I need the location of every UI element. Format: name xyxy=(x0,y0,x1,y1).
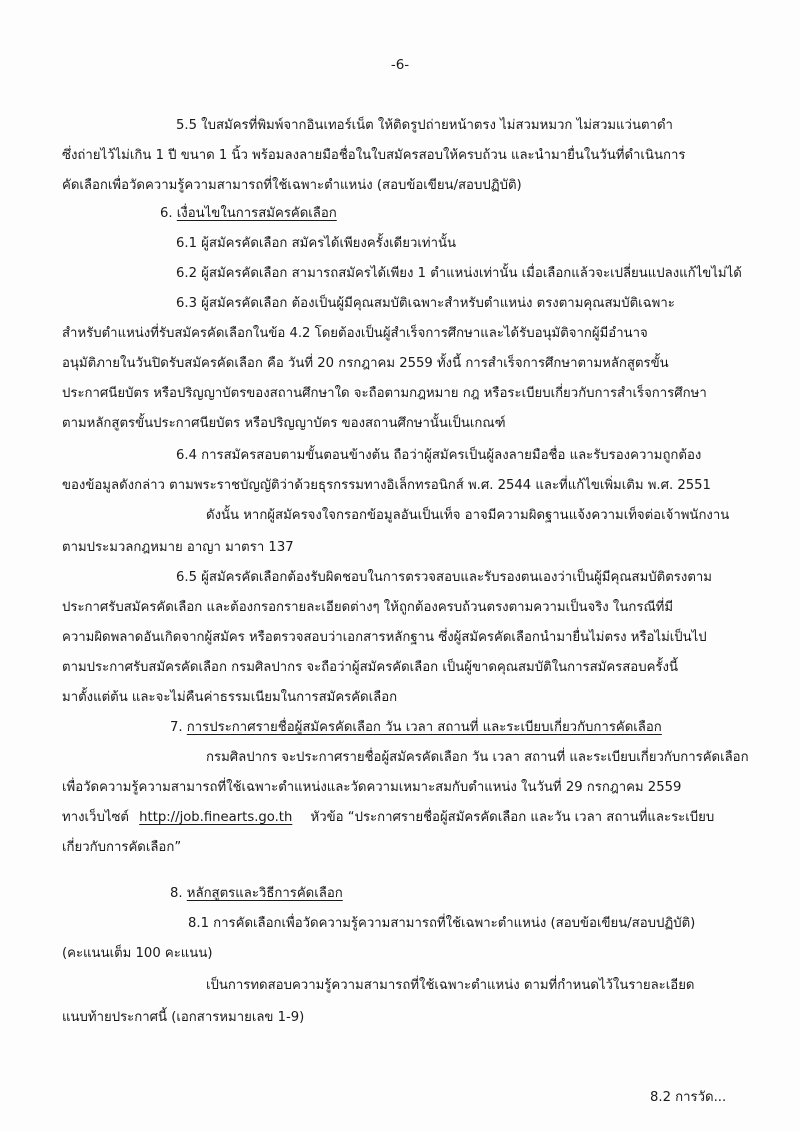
section-6-title: เงื่อนไขในการสมัครคัดเลือก xyxy=(176,206,337,221)
section-5-5-line-1: 5.5 ใบสมัครที่พิมพ์จากอินเทอร์เน็ต ให้ติดรูปถ่ายหน้าตรง ไม่สวมหมวก ไม่สวมแว่นตาดำ xyxy=(176,118,673,133)
section-7-number: 7. xyxy=(170,720,183,735)
section-5-5-line-2: ซึ่งถ่ายไว้ไม่เกิน 1 ปี ขนาด 1 นิ้ว พร้อมลงลายมือชื่อในใบสมัครสอบให้ครบถ้วน และนำมายื่นในวันที่ดำเนินการ xyxy=(62,148,686,163)
item-6-3-line-5: ตามหลักสูตรขั้นประกาศนียบัตร หรือปริญญาบัตร ของสถานศึกษานั้นเป็นเกณฑ์ xyxy=(62,416,506,431)
item-6-3-line-4: ประกาศนียบัตร หรือปริญญาบัตรของสถานศึกษาใด จะถือตามกฎหมาย กฎ หรือระเบียบเกี่ยวกับการสำเร็จการศึกษา xyxy=(62,386,707,401)
item-6-5-line-3: ความผิดพลาดอันเกิดจากผู้สมัคร หรือตรวจสอบว่าเอกสารหลักฐาน ซึ่งผู้สมัครคัดเลือกนำมายื่นไม่ตรง หรือไม่เป็นไป xyxy=(62,630,707,645)
website-link[interactable]: http://job.finearts.go.th xyxy=(139,810,293,825)
item-6-2: 6.2 ผู้สมัครคัดเลือก สามารถสมัครได้เพียง 1 ตำแหน่งเท่านั้น เมื่อเลือกแล้วจะเปลี่ยนแปลงแก้ไขไม่ได้ xyxy=(176,266,742,281)
item-6-3-line-3: อนุมัติภายในวันปิดรับสมัครคัดเลือก คือ วันที่ 20 กรกฎาคม 2559 ทั้งนี้ การสำเร็จการศึกษาตามหลักสูตรขั้น xyxy=(62,356,669,371)
item-8-1-line-2: (คะแนนเต็ม 100 คะแนน) xyxy=(62,946,213,961)
section-6-heading xyxy=(160,204,337,224)
item-6-5-line-4: ตามประกาศรับสมัครคัดเลือก กรมศิลปากร จะถือว่าผู้สมัครคัดเลือก เป็นผู้ขาดคุณสมบัติในการสมัครสอบครั้งนี้ xyxy=(62,660,678,675)
section-5-5-line-3: คัดเลือกเพื่อวัดความรู้ความสามารถที่ใช้เฉพาะตำแหน่ง (สอบข้อเขียน/สอบปฏิบัติ) xyxy=(62,178,522,193)
item-6-4-line-2: ของข้อมูลดังกล่าว ตามพระราชบัญญัติว่าด้วยธุรกรรมทางอิเล็กทรอนิกส์ พ.ศ. 2544 และที่แก้ไขเพิ่มเติม พ.ศ. 2551 xyxy=(62,478,711,493)
page-number: -6- xyxy=(390,57,410,73)
item-6-5-line-1: 6.5 ผู้สมัครคัดเลือกต้องรับผิดชอบในการตรวจสอบและรับรองตนเองว่าเป็นผู้มีคุณสมบัติตรงตาม xyxy=(176,570,712,585)
website-topic: หัวข้อ “ประกาศรายชื่อผู้สมัครคัดเลือก และวัน เวลา สถานที่และระเบียบ xyxy=(310,810,715,825)
section-7-line-3 xyxy=(62,808,714,828)
section-6-number: 6. xyxy=(160,206,173,221)
website-label: ทางเว็บไซต์ xyxy=(62,810,129,825)
section-7-title: การประกาศรายชื่อผู้สมัครคัดเลือก วัน เวลา สถานที่ และระเบียบเกี่ยวกับการคัดเลือก xyxy=(186,720,662,735)
section-8-number: 8. xyxy=(170,886,183,901)
section-7-line-4: เกี่ยวกับการคัดเลือก” xyxy=(62,840,182,855)
section-8-title: หลักสูตรและวิธีการคัดเลือก xyxy=(186,886,343,901)
section-7-line-1: กรมศิลปากร จะประกาศรายชื่อผู้สมัครคัดเลือก วัน เวลา สถานที่ และระเบียบเกี่ยวกับการคัดเลือก xyxy=(206,750,749,765)
page-continuation: 8.2 การวัด... xyxy=(650,1090,727,1105)
item-8-1-line-4: แนบท้ายประกาศนี้ (เอกสารหมายเลข 1-9) xyxy=(62,1010,305,1025)
item-6-4-line-4: ตามประมวลกฎหมาย อาญา มาตรา 137 xyxy=(62,540,294,555)
item-6-3-line-1: 6.3 ผู้สมัครคัดเลือก ต้องเป็นผู้มีคุณสมบัติเฉพาะสำหรับตำแหน่ง ตรงตามคุณสมบัติเฉพาะ xyxy=(176,296,675,311)
item-6-4-line-3: ดังนั้น หากผู้สมัครจงใจกรอกข้อมูลอันเป็นเท็จ อาจมีความผิดฐานแจ้งความเท็จต่อเจ้าพนักงาน xyxy=(206,508,730,523)
item-6-4-line-1: 6.4 การสมัครสอบตามขั้นตอนข้างต้น ถือว่าผู้สมัครเป็นผู้ลงลายมือชื่อ และรับรองความถูกต้อง xyxy=(176,448,702,463)
item-6-5-line-5: มาตั้งแต่ต้น และจะไม่คืนค่าธรรมเนียมในการสมัครคัดเลือก xyxy=(62,690,398,705)
item-8-1-line-3: เป็นการทดสอบความรู้ความสามารถที่ใช้เฉพาะตำแหน่ง ตามที่กำหนดไว้ในรายละเอียด xyxy=(206,978,695,993)
item-6-5-line-2: ประกาศรับสมัครคัดเลือก และต้องกรอกรายละเอียดต่างๆ ให้ถูกต้องครบถ้วนตรงตามความเป็นจริง ในกรณีที่มี xyxy=(62,600,674,615)
section-7-heading xyxy=(170,718,662,738)
section-7-line-2: เพื่อวัดความรู้ความสามารถที่ใช้เฉพาะตำแหน่งและวัดความเหมาะสมกับตำแหน่ง ในวันที่ 29 กรกฎาคม 2559 xyxy=(62,780,682,795)
item-6-1: 6.1 ผู้สมัครคัดเลือก สมัครได้เพียงครั้งเดียวเท่านั้น xyxy=(176,236,457,251)
item-8-1-line-1: 8.1 การคัดเลือกเพื่อวัดความรู้ความสามารถที่ใช้เฉพาะตำแหน่ง (สอบข้อเขียน/สอบปฏิบัติ) xyxy=(188,916,696,931)
item-6-3-line-2: สำหรับตำแหน่งที่รับสมัครคัดเลือกในข้อ 4.2 โดยต้องเป็นผู้สำเร็จการศึกษาและได้รับอนุมัติจากผู้มีอำนาจ xyxy=(62,326,648,341)
section-8-heading xyxy=(170,884,343,904)
